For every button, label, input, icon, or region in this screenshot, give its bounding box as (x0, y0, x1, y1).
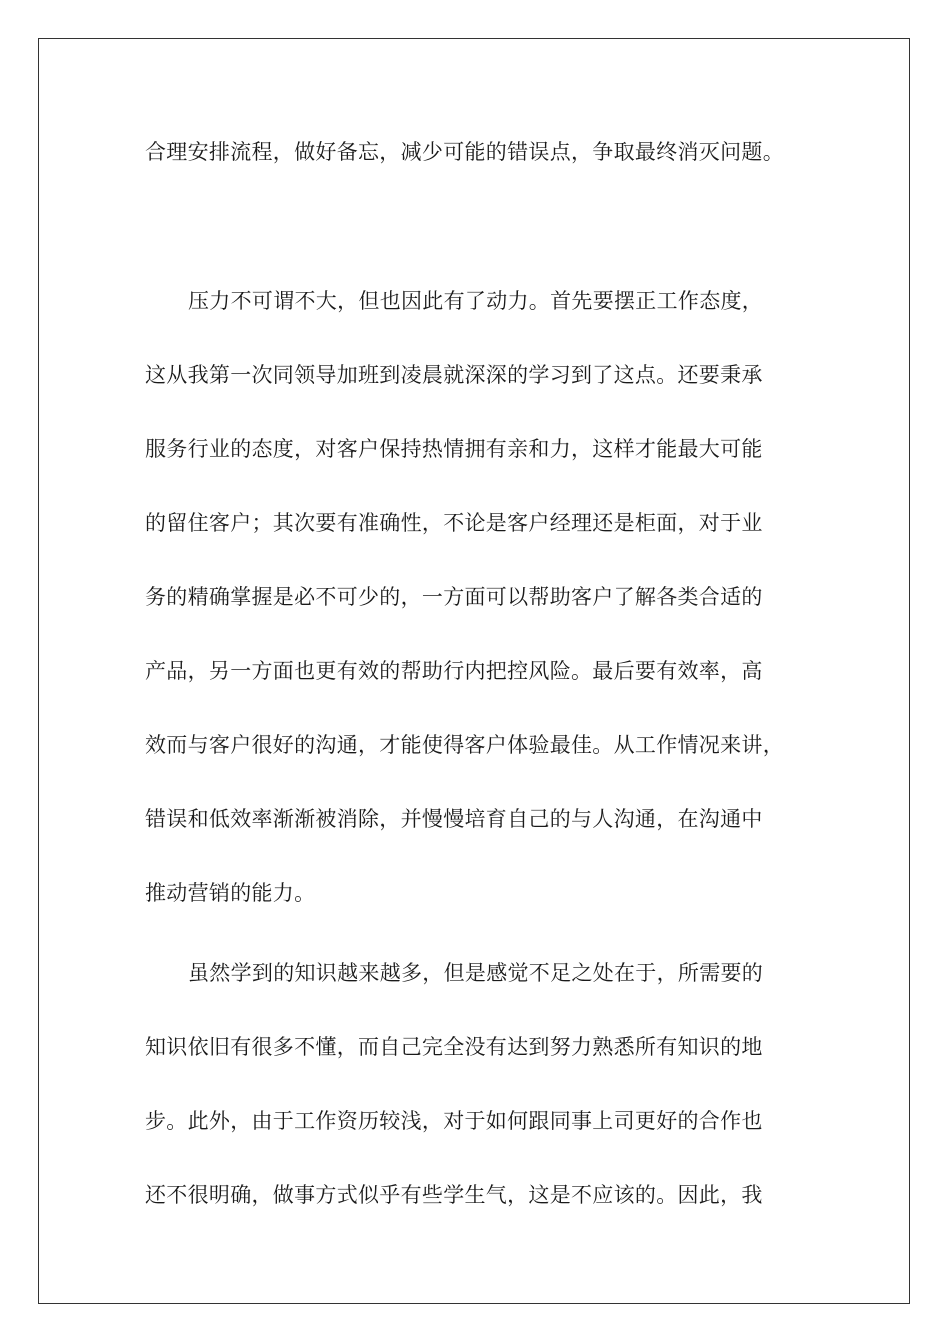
text-line: 服务行业的态度，对客户保持热情拥有亲和力，这样才能最大可能 (145, 437, 763, 461)
text-line: 步。此外，由于工作资历较浅，对于如何跟同事上司更好的合作也 (145, 1109, 763, 1133)
text-line: 错误和低效率渐渐被消除，并慢慢培育自己的与人沟通，在沟通中 (145, 807, 763, 831)
text-line: 产品，另一方面也更有效的帮助行内把控风险。最后要有效率，高 (145, 659, 763, 683)
text-line: 虽然学到的知识越来越多，但是感觉不足之处在于，所需要的 (188, 961, 764, 985)
text-line: 推动营销的能力。 (145, 881, 316, 905)
text-line: 合理安排流程，做好备忘，减少可能的错误点，争取最终消灭问题。 (145, 140, 784, 164)
text-line: 这从我第一次同领导加班到凌晨就深深的学习到了这点。还要秉承 (145, 363, 763, 387)
text-line: 还不很明确，做事方式似乎有些学生气，这是不应该的。因此，我 (145, 1183, 763, 1207)
text-line: 效而与客户很好的沟通，才能使得客户体验最佳。从工作情况来讲， (145, 733, 784, 757)
text-line: 压力不可谓不大，但也因此有了动力。首先要摆正工作态度， (188, 289, 764, 313)
text-line: 的留住客户；其次要有准确性，不论是客户经理还是柜面，对于业 (145, 511, 763, 535)
text-line: 知识依旧有很多不懂，而自己完全没有达到努力熟悉所有知识的地 (145, 1035, 763, 1059)
text-line: 务的精确掌握是必不可少的，一方面可以帮助客户了解各类合适的 (145, 585, 763, 609)
